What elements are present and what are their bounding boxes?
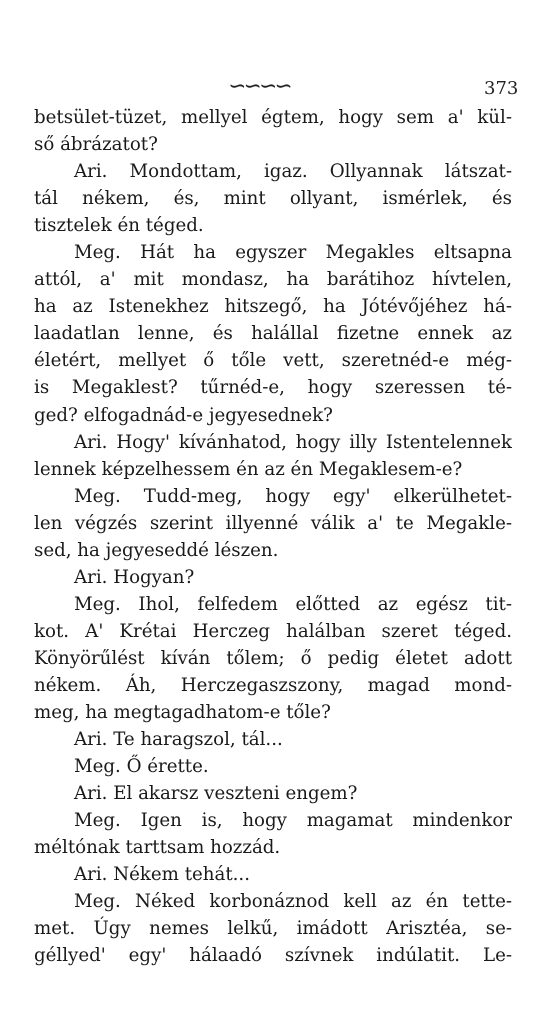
- text-line: géllyed' egy' hálaadó szívnek indúlatit. Le-: [34, 945, 512, 967]
- text-line: Meg. Tudd-meg, hogy egy' elkerülhetet-: [74, 485, 512, 507]
- text-line: Meg. Néked korbonáznod kell az én tette-: [74, 891, 512, 913]
- text-line: tál nékem, és, mint ollyant, ismérlek, és: [34, 188, 512, 210]
- text-line: nékem. Áh, Herczegaszszony, magad mond-: [34, 674, 512, 696]
- text-line: Meg. Igen is, hogy magamat mindenkor: [74, 810, 512, 832]
- text-line: ged? elfogadnád-e jegyesednek?: [34, 404, 333, 426]
- text-line: Ari. Hogy' kívánhatod, hogy illy Istentelennek: [74, 431, 512, 453]
- text-line: ső ábrázatot?: [34, 134, 158, 156]
- text-line: laadatlan lenne, és halállal fizetne ennek az: [34, 323, 512, 345]
- page-number: 373: [484, 78, 519, 99]
- text-line: Ari. Te haragszol, tál...: [74, 729, 283, 751]
- page-header: [0, 74, 550, 104]
- text-line: Könyörűlést kíván tőlem; ő pedig életet adott: [34, 647, 512, 669]
- text-line: életért, mellyet ő tőle vett, szeretnéd-e még-: [34, 350, 512, 372]
- text-line: meg, ha megtagadhatom-e tőle?: [34, 702, 331, 724]
- body-text: [34, 104, 512, 970]
- text-line: len végzés szerint illyenné válik a' te Megakle-: [34, 512, 512, 534]
- text-line: Ari. Mondottam, igaz. Ollyannak látszat-: [74, 161, 512, 183]
- text-line: Ari. Hogyan?: [74, 566, 195, 588]
- text-line: is Megaklest? tűrnéd-e, hogy szeressen té-: [34, 377, 512, 399]
- header-ornament: ∽∽∽∽: [225, 74, 292, 99]
- text-line: attól, a' mit mondasz, ha barátihoz hívtelen,: [34, 269, 512, 291]
- text-line: Meg. Ő érette.: [74, 756, 209, 778]
- text-line: tisztelek én téged.: [34, 215, 204, 237]
- text-line: kot. A' Krétai Herczeg halálban szeret téged.: [34, 620, 512, 642]
- text-line: Meg. Hát ha egyszer Megakles eltsapna: [74, 242, 512, 264]
- text-line: betsület-tüzet, mellyel égtem, hogy sem a' kül-: [34, 107, 512, 128]
- text-line: lennek képzelhessem én az én Megaklesem-e?: [34, 458, 463, 480]
- text-line: ha az Istenekhez hitszegő, ha Jótévőjéhez há-: [34, 296, 512, 318]
- text-line: Ari. Nékem tehát...: [74, 864, 250, 886]
- text-line: Meg. Ihol, felfedem előtted az egész tit-: [74, 593, 512, 615]
- text-line: méltónak tarttsam hozzád.: [34, 837, 281, 859]
- text-line: met. Úgy nemes lelkű, imádott Arisztéa, se-: [34, 918, 512, 940]
- text-line: Ari. El akarsz veszteni engem?: [74, 783, 358, 805]
- text-line: sed, ha jegyeseddé lészen.: [34, 539, 279, 561]
